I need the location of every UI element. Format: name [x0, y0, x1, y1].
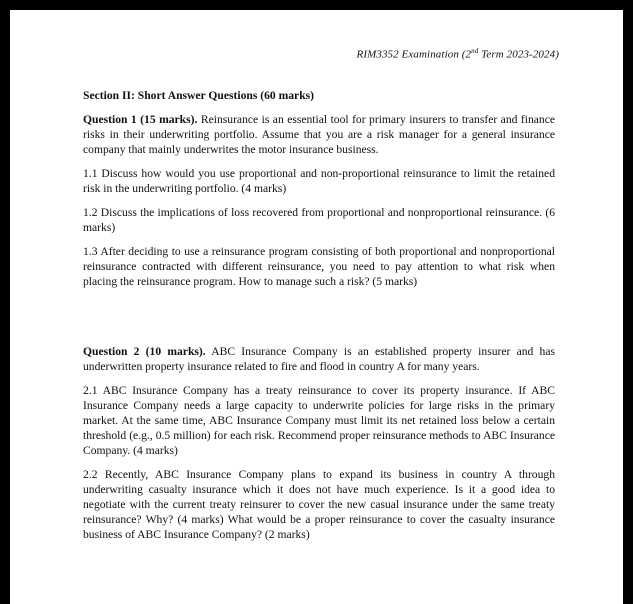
question-2-intro [83, 344, 555, 374]
exam-header-prefix: RIM3352 Examination (2 [356, 48, 472, 61]
exam-header [357, 47, 559, 61]
exam-header-superscript: nd [471, 47, 479, 55]
question-2-1: 2.1 ABC Insurance Company has a treaty reinsurance to cover its property insurance. If ABC Insurance Company needs a large capacity to underwrite policies for large risks in the primary market. At the same time, ABC Insurance Company must limit its net retained loss below a certain threshold (e.g., 0.5 million) for each risk. Recommend proper reinsurance methods to ABC Insurance Company. (4 marks) [83, 384, 555, 457]
question-1-1: 1.1 Discuss how would you use proportional and non-proportional reinsurance to limit the retained risk in the underwriting portfolio. (4 marks) [83, 167, 555, 195]
exam-header-suffix: Term 2023-2024) [478, 48, 559, 61]
spacer [83, 298, 555, 344]
document-body [83, 88, 555, 551]
question-1-2: 1.2 Discuss the implications of loss recovered from proportional and nonproportional reinsurance. (6 marks) [83, 206, 555, 234]
question-2-title: Question 2 (10 marks). [83, 345, 206, 358]
question-1-intro [83, 112, 555, 157]
question-1-3: 1.3 After deciding to use a reinsurance program consisting of both proportional and nonproportional reinsurance contracted with different reinsurance, you need to pay attention to what risk when placing the reinsurance program. How to manage such a risk? (5 marks) [83, 245, 555, 288]
section-title: Section II: Short Answer Questions (60 marks) [83, 89, 315, 102]
question-2-intro-text: ABC Insurance Company is an established property insurer and has underwritten property insurance related to fire and flood in country A for many years. [83, 345, 555, 373]
question-1-title: Question 1 (15 marks). [83, 113, 198, 126]
question-1-intro-text: Reinsurance is an essential tool for primary insurers to transfer and finance risks in their underwriting portfolio. Assume that you are a risk manager for a general insurance company that mainly underwrites the motor insurance business. [83, 113, 555, 156]
document-page [10, 10, 623, 604]
question-2-2: 2.2 Recently, ABC Insurance Company plans to expand its business in country A through underwriting casualty insurance which it does not have much experience. Is it a good idea to negotiate with the current treaty reinsurer to cover the new casual insurance under the same treaty reinsurance? Why? (4 marks) What would be a proper reinsurance to cover the casualty insurance business of ABC Insurance Company? (2 marks) [83, 468, 555, 541]
